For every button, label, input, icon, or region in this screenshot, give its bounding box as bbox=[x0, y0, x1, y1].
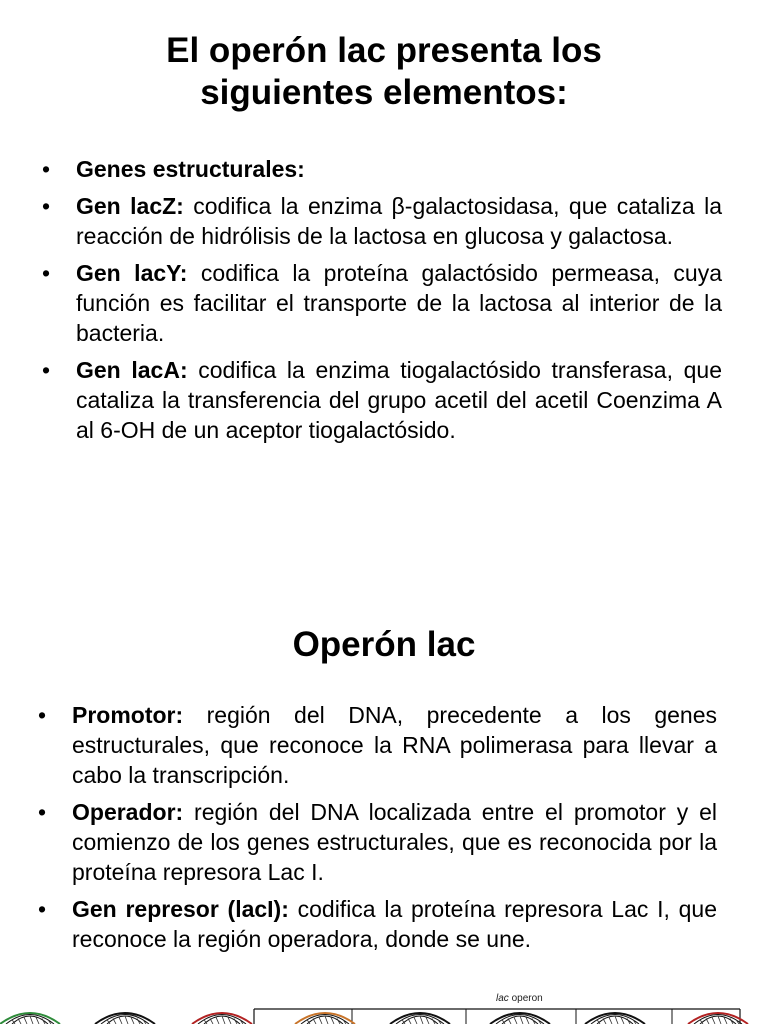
bullet-text: codifica la proteína represora Lac I, que reconoce la región operadora, donde se une. bbox=[72, 896, 717, 952]
list-item bbox=[36, 894, 717, 954]
bullet-label: Gen lacZ: bbox=[76, 193, 184, 219]
list-item bbox=[40, 154, 722, 184]
slide1-bullet-list bbox=[40, 154, 722, 452]
slide1-title-line2: siguientes elementos: bbox=[200, 73, 568, 112]
bullet-text: región del DNA, precedente a los genes estructurales, que reconoce la RNA polimerasa para llevar a cabo la transcripción. bbox=[72, 702, 717, 788]
bullet-icon: • bbox=[38, 702, 47, 728]
dna-helix-group bbox=[0, 1013, 748, 1024]
dna-helix-icon bbox=[0, 1013, 60, 1024]
bullet-label: Operador: bbox=[72, 799, 184, 825]
dna-helix-icon bbox=[585, 1013, 645, 1024]
bullet-label: Promotor: bbox=[72, 702, 184, 728]
slide2-title: Operón lac bbox=[292, 625, 476, 664]
bullet-label: Gen lacA: bbox=[76, 357, 188, 383]
bullet-text: codifica la enzima β-galactosidasa, que cataliza la reacción de hidrólisis de la lactosa en glucosa y galactosa. bbox=[76, 193, 722, 249]
bullet-text: codifica la enzima tiogalactósido transferasa, que cataliza la transferencia del grupo acetil del acetil Coenzima A al 6-OH de un aceptor tiogalactósido. bbox=[76, 357, 722, 443]
bullet-icon: • bbox=[42, 260, 51, 286]
dna-helix-icon bbox=[192, 1013, 252, 1024]
lac-operon-label-italic: lac bbox=[496, 993, 509, 1004]
dna-helix-icon bbox=[490, 1013, 550, 1024]
slide2-bullet-list bbox=[36, 700, 717, 961]
bullet-icon: • bbox=[42, 156, 51, 182]
bullet-icon: • bbox=[38, 896, 47, 922]
dna-helix-icon bbox=[688, 1013, 748, 1024]
bullet-text: codifica la proteína galactósido permeasa, cuya función es facilitar el transporte de la lactosa al interior de la bacteria. bbox=[76, 260, 723, 346]
list-item bbox=[40, 258, 722, 348]
dna-helix-icon bbox=[95, 1013, 155, 1024]
list-item bbox=[36, 700, 717, 790]
bullet-icon: • bbox=[42, 193, 51, 219]
bullet-text: región del DNA localizada entre el promotor y el comienzo de los genes estructurales, que es reconocida por la proteína represora Lac I. bbox=[72, 799, 717, 885]
list-item bbox=[40, 355, 722, 445]
dna-helix-icon bbox=[295, 1013, 355, 1024]
list-item bbox=[36, 797, 717, 887]
lac-operon-label-rest: operon bbox=[508, 993, 543, 1004]
bullet-label: Gen represor (lacI): bbox=[72, 896, 289, 922]
bullet-label: Gen lacY: bbox=[76, 260, 188, 286]
bullet-label: Genes estructurales: bbox=[76, 156, 305, 182]
slide1-title bbox=[0, 30, 768, 114]
bullet-icon: • bbox=[42, 357, 51, 383]
slide1-title-line1: El operón lac presenta los bbox=[166, 31, 602, 70]
list-item bbox=[40, 191, 722, 251]
dna-helix-icon bbox=[390, 1013, 450, 1024]
bullet-icon: • bbox=[38, 799, 47, 825]
dna-diagram bbox=[0, 990, 768, 1024]
